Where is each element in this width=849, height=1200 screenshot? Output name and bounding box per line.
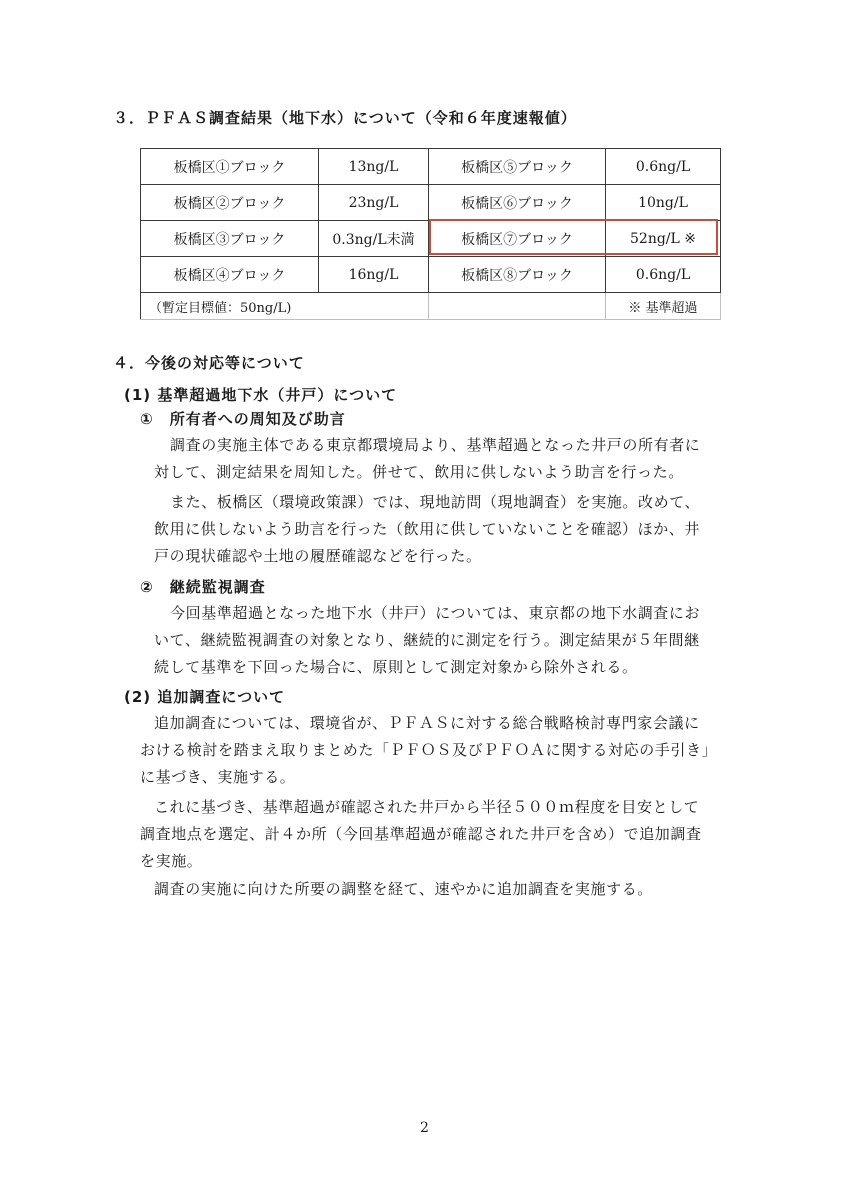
section-4-title: ４．今後の対応等について <box>113 354 305 372</box>
paragraph-line: 調査の実施主体である東京都環境局より、基準超過となった井戸の所有者に <box>170 436 701 454</box>
table-row <box>141 221 721 257</box>
block-name-cell: 板橋区④ブロック <box>141 257 319 293</box>
paragraph-line: いて、継続監視調査の対象となり、継続的に測定を行う。測定結果が５年間継 <box>154 631 700 649</box>
paragraph-line: に基づき、実施する。 <box>140 768 296 786</box>
pfas-results-table <box>140 148 721 320</box>
section-3-title: ３．ＰＦＡＳ調査結果（地下水）について（令和６年度速報値） <box>113 109 577 127</box>
paragraph-line: おける検討を踏まえ取りまとめた「ＰＦＯＳ及びＰＦＯＡに関する対応の手引き」 <box>140 741 718 759</box>
paragraph-line: を実施。 <box>140 852 203 870</box>
paragraph-line: 飲用に供しないよう助言を行った（飲用に供していないことを確認）ほか、井 <box>154 520 701 538</box>
value-cell: 0.6ng/L <box>606 257 721 293</box>
item-2-title: ② 継続監視調査 <box>140 578 266 596</box>
value-cell: 52ng/L ※ <box>606 221 721 257</box>
block-name-cell: 板橋区①ブロック <box>141 149 319 185</box>
paragraph-line: 対して、測定結果を周知した。併せて、飲用に供しないよう助言を行った。 <box>154 463 684 481</box>
value-cell: 23ng/L <box>319 185 429 221</box>
block-name-cell: 板橋区⑥ブロック <box>429 185 606 221</box>
block-name-cell: 板橋区⑧ブロック <box>429 257 606 293</box>
block-name-cell: 板橋区③ブロック <box>141 221 319 257</box>
table-row <box>141 257 721 293</box>
paragraph-line: これに基づき、基準超過が確認された井戸から半径５００ｍ程度を目安として <box>154 798 700 816</box>
value-cell: 13ng/L <box>319 149 429 185</box>
value-cell: 16ng/L <box>319 257 429 293</box>
page-number: 2 <box>420 1120 429 1136</box>
block-name-cell: 板橋区⑤ブロック <box>429 149 606 185</box>
table-row <box>141 149 721 185</box>
paragraph-line: 調査の実施に向けた所要の調整を経て、速やかに追加調査を実施する。 <box>154 880 653 898</box>
empty-note-cell <box>429 293 606 320</box>
value-cell: 10ng/L <box>606 185 721 221</box>
paragraph-line: 追加調査については、環境省が、ＰＦＡＳに対する総合戦略検討専門家会議に <box>154 714 700 732</box>
value-cell: 0.6ng/L <box>606 149 721 185</box>
provisional-target-note: （暫定目標値：50ng/L) <box>141 293 429 320</box>
table-note-row <box>141 293 721 320</box>
block-name-cell: 板橋区②ブロック <box>141 185 319 221</box>
paragraph-line: 続して基準を下回った場合に、原則として測定対象から除外される。 <box>154 658 638 676</box>
subsection-1-title: (1) 基準超過地下水（井戸）について <box>124 386 398 404</box>
paragraph-line: 今回基準超過となった地下水（井戸）については、東京都の地下水調査にお <box>170 604 701 622</box>
paragraph-line: また、板橋区（環境政策課）では、現地訪問（現地調査）を実施。改めて、 <box>170 493 701 511</box>
block-name-cell: 板橋区⑦ブロック <box>429 221 606 257</box>
paragraph-line: 調査地点を選定、計４か所（今回基準超過が確認された井戸を含め）で追加調査 <box>140 825 702 843</box>
table-row <box>141 185 721 221</box>
paragraph-line: 戸の現状確認や土地の履歴確認などを行った。 <box>154 547 482 565</box>
subsection-2-title: (2) 追加調査について <box>124 688 286 706</box>
item-1-title: ① 所有者への周知及び助言 <box>140 410 346 428</box>
value-cell: 0.3ng/L未満 <box>319 221 429 257</box>
exceedance-legend: ※ 基準超過 <box>606 293 721 320</box>
